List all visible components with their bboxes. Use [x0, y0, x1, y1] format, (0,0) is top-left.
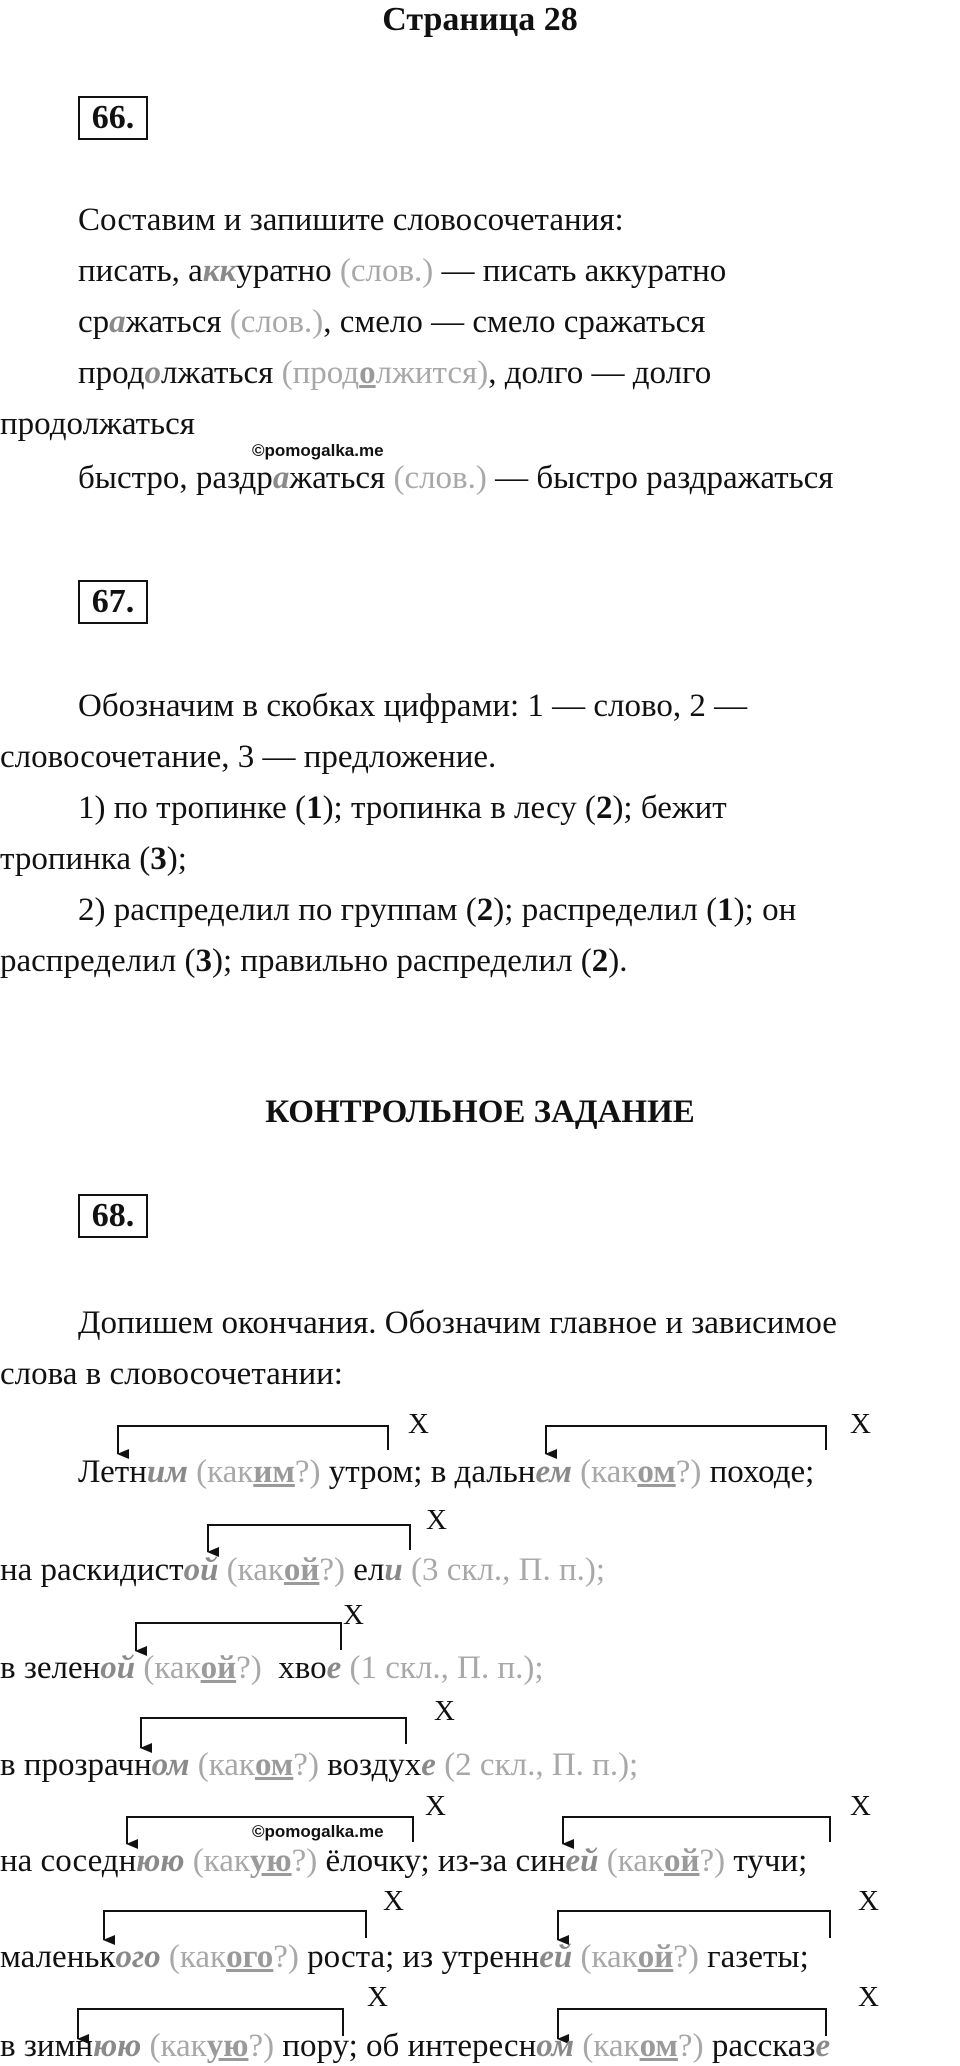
x-mark: X	[425, 1790, 446, 1822]
ex66-line-2: сражаться (слов.), смело — смело сражаться	[78, 304, 706, 340]
ex67-line-1: Обозначим в скобках цифрами: 1 — слово, 2 —	[78, 688, 748, 724]
ex68-row-2: на раскидистой (какой?) ели (3 скл., П. п.);	[0, 1552, 606, 1588]
arrow-r5-b	[563, 1817, 830, 1844]
arrow-r1-b	[546, 1426, 826, 1454]
ex67-line-6: распределил (3); правильно распределил (2).	[0, 943, 628, 979]
arrow-r2	[208, 1525, 410, 1552]
x-mark: X	[383, 1885, 404, 1917]
ex66-line-3: продолжаться (продолжится), долго — долго	[78, 355, 712, 391]
x-mark: X	[434, 1695, 455, 1727]
arrow-r1-a	[118, 1426, 388, 1454]
exercise-68-number: 68.	[78, 1194, 148, 1238]
x-mark: X	[858, 1981, 879, 2013]
x-mark: X	[850, 1408, 871, 1440]
arrow-r4	[141, 1718, 406, 1748]
ex67-line-5: 2) распределил по группам (2); распределил (1); он	[78, 892, 797, 928]
ex68-row-1: Летним (каким?) утром; в дальнем (каком?) походе;	[78, 1454, 815, 1490]
ex67-line-3: 1) по тропинке (1); тропинка в лесу (2); бежит	[78, 790, 727, 826]
page-title: Страница 28	[382, 1, 578, 38]
arrow-r3	[136, 1623, 341, 1651]
ex66-line-4: продолжаться	[0, 406, 195, 442]
ex68-row-5: на соседнюю (какую?) ёлочку; из-за синей (какой?) тучи;	[0, 1843, 808, 1879]
ex68-row-4: в прозрачном (каком?) воздухе (2 скл., П. п.);	[0, 1747, 639, 1783]
ex66-line-1: писать, аккуратно (слов.) — писать аккуратно	[78, 253, 727, 289]
arrow-r6-b	[558, 1911, 830, 1940]
ex67-line-2: словосочетание, 3 — предложение.	[0, 739, 497, 775]
x-mark: X	[858, 1885, 879, 1917]
watermark: ©pomogalka.me	[252, 1822, 384, 1841]
control-task-heading: КОНТРОЛЬНОЕ ЗАДАНИЕ	[265, 1094, 695, 1130]
ex68-row-7: в зимнюю (какую?) пору; об интересном (каком?) рассказе	[0, 2028, 831, 2064]
x-mark: X	[343, 1599, 364, 1631]
x-mark: X	[367, 1981, 388, 2013]
ex68-line-2: слова в словосочетании:	[0, 1356, 343, 1392]
watermark: ©pomogalka.me	[252, 441, 384, 460]
ex68-row-6: маленького (какого?) роста; из утренней (какой?) газеты;	[0, 1939, 809, 1975]
ex67-line-4: тропинка (3);	[0, 841, 187, 877]
x-mark: X	[850, 1790, 871, 1822]
ex68-row-3: в зеленой (какой?) хвое (1 скл., П. п.);	[0, 1650, 544, 1686]
ex68-line-1: Допишем окончания. Обозначим главное и зависимое	[78, 1305, 837, 1341]
x-mark: X	[426, 1504, 447, 1536]
arrow-r6-a	[104, 1911, 366, 1940]
x-mark: X	[408, 1408, 429, 1440]
exercise-66-number: 66.	[78, 96, 148, 140]
ex66-line-5: быстро, раздражаться (слов.) — быстро раздражаться	[78, 460, 834, 496]
exercise-67-number: 67.	[78, 580, 148, 624]
ex66-intro: Составим и запишите словосочетания:	[78, 202, 624, 238]
